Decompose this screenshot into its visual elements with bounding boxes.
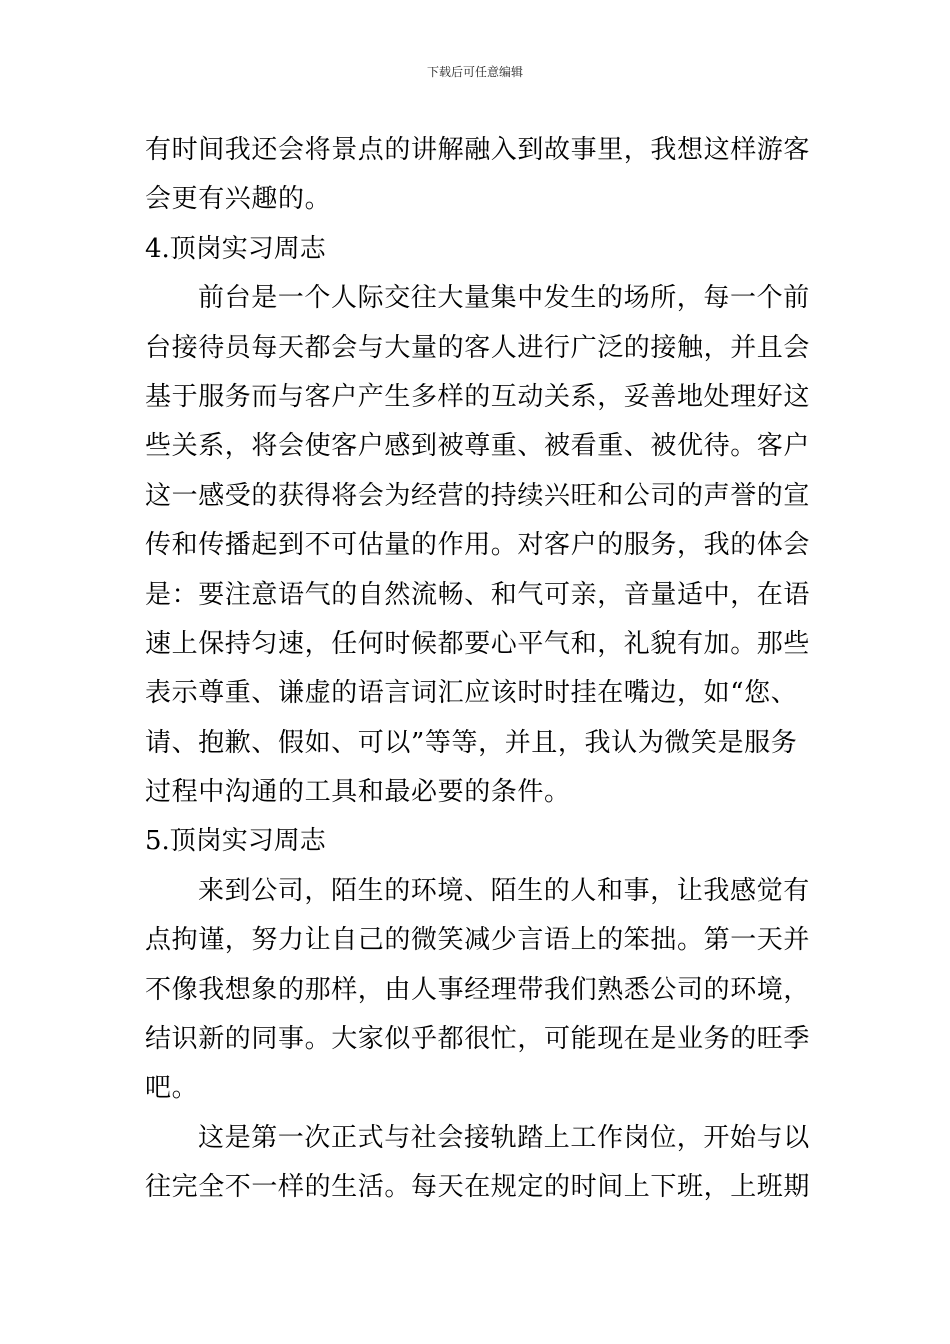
body-line: 吧。 <box>145 1073 199 1104</box>
body-line: 请、抱歉、假如、可以”等等，并且，我认为微笑是服务 <box>145 727 798 758</box>
body-line: 些关系，将会使客户感到被尊重、被看重、被优待。客户 <box>145 431 811 462</box>
body-line: 会更有兴趣的。 <box>145 184 332 215</box>
body-line: 基于服务而与客户产生多样的互动关系，妥善地处理好这 <box>145 381 811 412</box>
body-line: 速上保持匀速，任何时候都要心平气和，礼貌有加。那些 <box>145 628 811 659</box>
body-line: 是：要注意语气的自然流畅、和气可亲，音量适中，在语 <box>145 579 811 610</box>
body-line: 台接待员每天都会与大量的客人进行广泛的接触，并且会 <box>145 332 811 363</box>
body-line: 表示尊重、谦虚的语言词汇应该时时挂在嘴边，如“您、 <box>145 678 798 709</box>
body-line: 有时间我还会将景点的讲解融入到故事里，我想这样游客 <box>145 135 811 165</box>
body-line: 不像我想象的那样，由人事经理带我们熟悉公司的环境， <box>145 974 811 1005</box>
body-line: 点拘谨，努力让自己的微笑减少言语上的笨拙。第一天并 <box>145 925 811 956</box>
section-heading: 5.顶岗实习周志 <box>145 826 326 857</box>
paragraph-first-line: 来到公司，陌生的环境、陌生的人和事，让我感觉有 <box>198 875 810 906</box>
paragraph-first-line: 前台是一个人际交往大量集中发生的场所，每一个前 <box>198 283 810 314</box>
body-line: 传和传播起到不可估量的作用。对客户的服务，我的体会 <box>145 530 811 561</box>
section-heading: 4.顶岗实习周志 <box>145 233 326 264</box>
page-header: 下载后可任意编辑 <box>426 65 523 79</box>
body-line: 过程中沟通的工具和最必要的条件。 <box>145 777 571 808</box>
body-line: 这一感受的获得将会为经营的持续兴旺和公司的声誉的宣 <box>145 480 811 511</box>
body-line: 往完全不一样的生活。每天在规定的时间上下班，上班期 <box>145 1172 811 1203</box>
paragraph-first-line: 这是第一次正式与社会接轨踏上工作岗位，开始与以 <box>198 1122 810 1153</box>
document-body <box>145 126 811 1213</box>
body-line: 结识新的同事。大家似乎都很忙，可能现在是业务的旺季 <box>145 1024 811 1055</box>
